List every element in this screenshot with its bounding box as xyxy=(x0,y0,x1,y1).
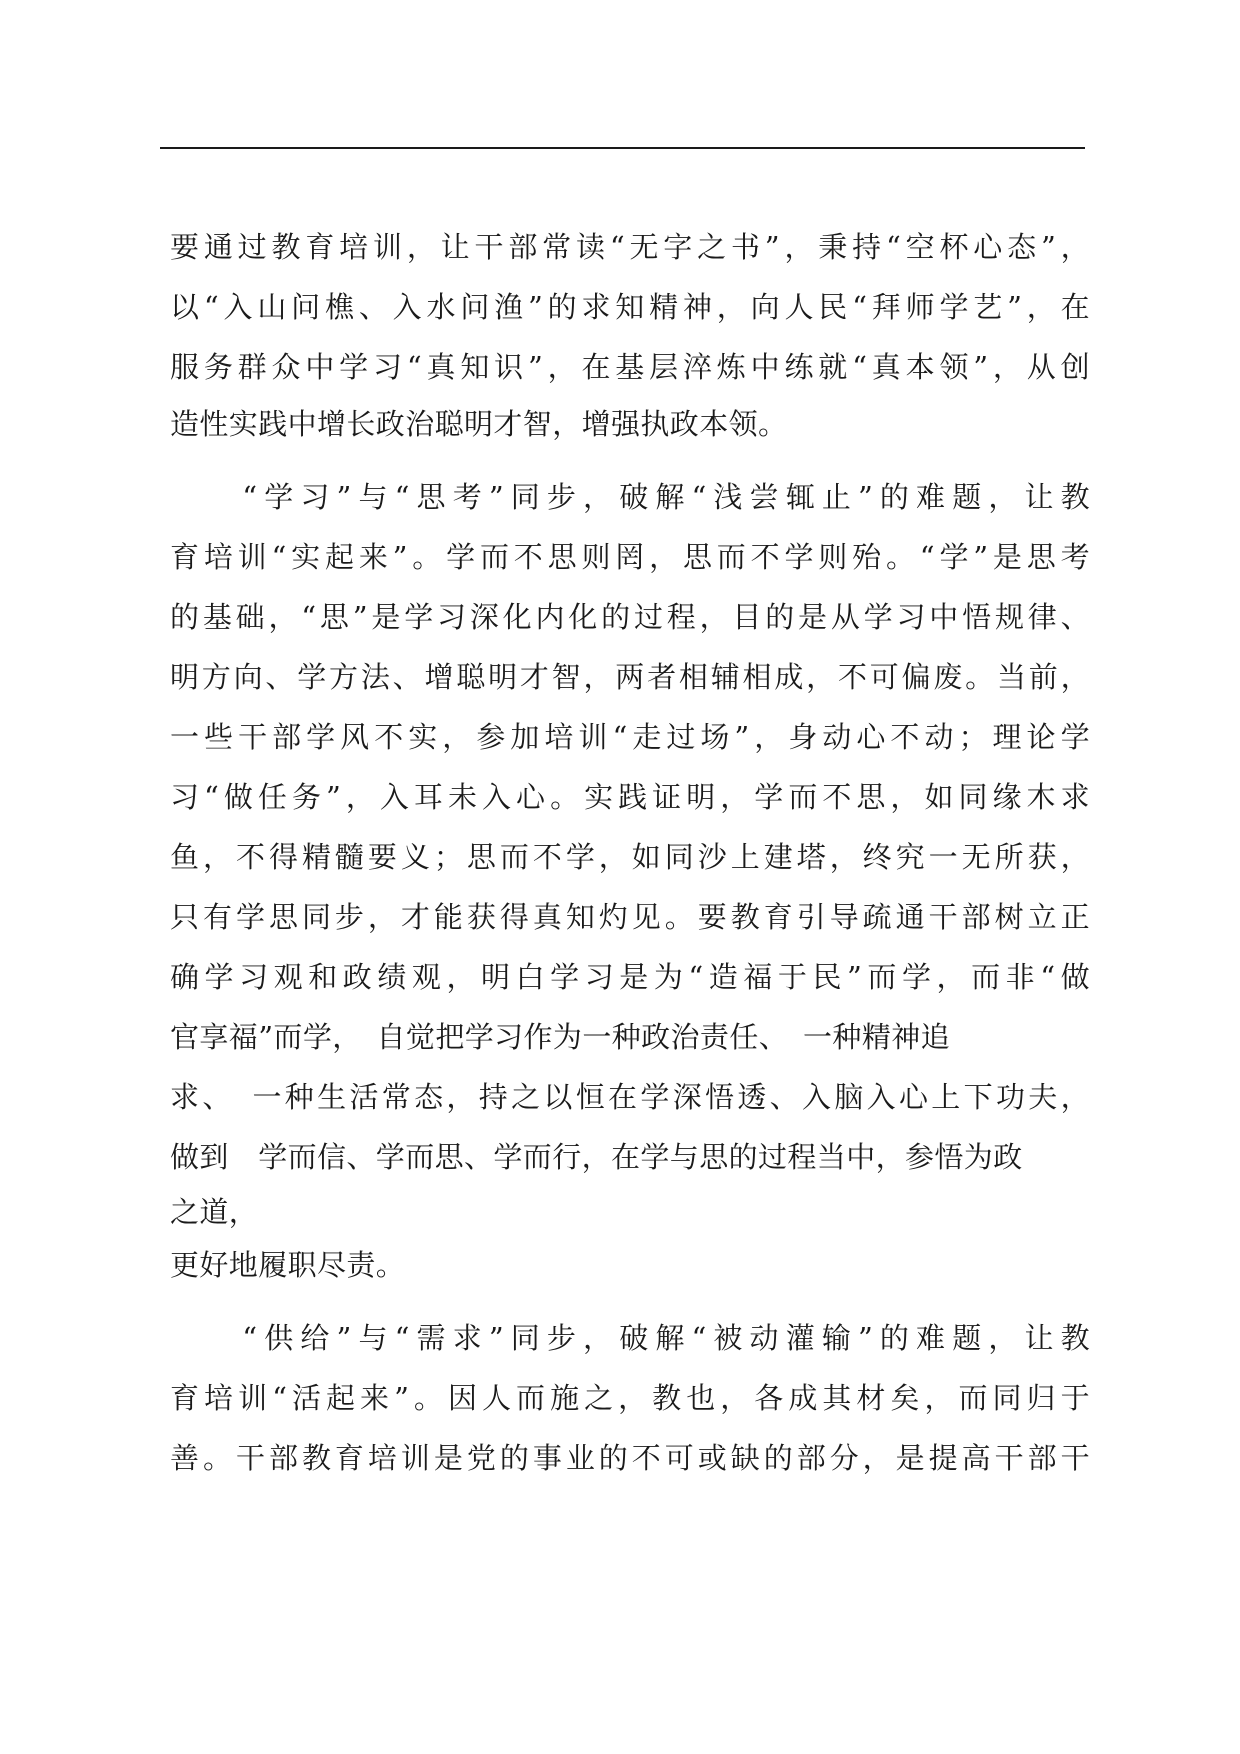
text-line: 确学习观和政绩观，明白学习是为“造福于民”而学，而非“做 xyxy=(170,960,1090,994)
text-line: 要通过教育培训，让干部常读“无字之书”，秉持“空杯心态”， xyxy=(170,230,1090,264)
text-line: 鱼，不得精髓要义；思而不学，如同沙上建塔，终究一无所获， xyxy=(170,840,1090,874)
text-line: 以“入山问樵、入水问渔”的求知精神，向人民“拜师学艺”，在 xyxy=(170,290,1090,324)
text-line: “学习”与“思考”同步，破解“浅尝辄止”的难题，让教 xyxy=(170,480,1090,514)
text-line: 造性实践中增长政治聪明才智，增强执政本领。 xyxy=(170,407,788,441)
text-line: 求、 一种生活常态，持之以恒在学深悟透、入脑入心上下功夫， xyxy=(170,1080,1090,1114)
header-rule xyxy=(160,147,1085,149)
text-line: 只有学思同步，才能获得真知灼见。要教育引导疏通干部树立正 xyxy=(170,900,1090,934)
text-line: 育培训“实起来”。学而不思则罔，思而不学则殆。“学”是思考 xyxy=(170,540,1090,574)
text-line: 做到 学而信、学而思、学而行，在学与思的过程当中，参悟为政 xyxy=(170,1140,1023,1174)
text-line: 服务群众中学习“真知识”，在基层淬炼中练就“真本领”，从创 xyxy=(170,350,1090,384)
text-line: 善。干部教育培训是党的事业的不可或缺的部分，是提高干部干 xyxy=(170,1441,1090,1475)
text-line: 一些干部学风不实，参加培训“走过场”，身动心不动；理论学 xyxy=(170,720,1090,754)
text-line: 的基础，“思”是学习深化内化的过程，目的是从学习中悟规律、 xyxy=(170,600,1090,634)
text-line: 育培训“活起来”。因人而施之，教也，各成其材矣，而同归于 xyxy=(170,1381,1090,1415)
text-line: 官享福”而学， 自觉把学习作为一种政治责任、 一种精神追 xyxy=(170,1020,951,1054)
text-line: 习“做任务”，入耳未入心。实践证明，学而不思，如同缘木求 xyxy=(170,780,1090,814)
text-line: “供给”与“需求”同步，破解“被动灌输”的难题，让教 xyxy=(170,1321,1090,1355)
text-line: 之道， xyxy=(170,1195,259,1229)
text-line: 明方向、学方法、增聪明才智，两者相辅相成，不可偏废。当前， xyxy=(170,660,1090,694)
text-line: 更好地履职尽责。 xyxy=(170,1248,406,1282)
